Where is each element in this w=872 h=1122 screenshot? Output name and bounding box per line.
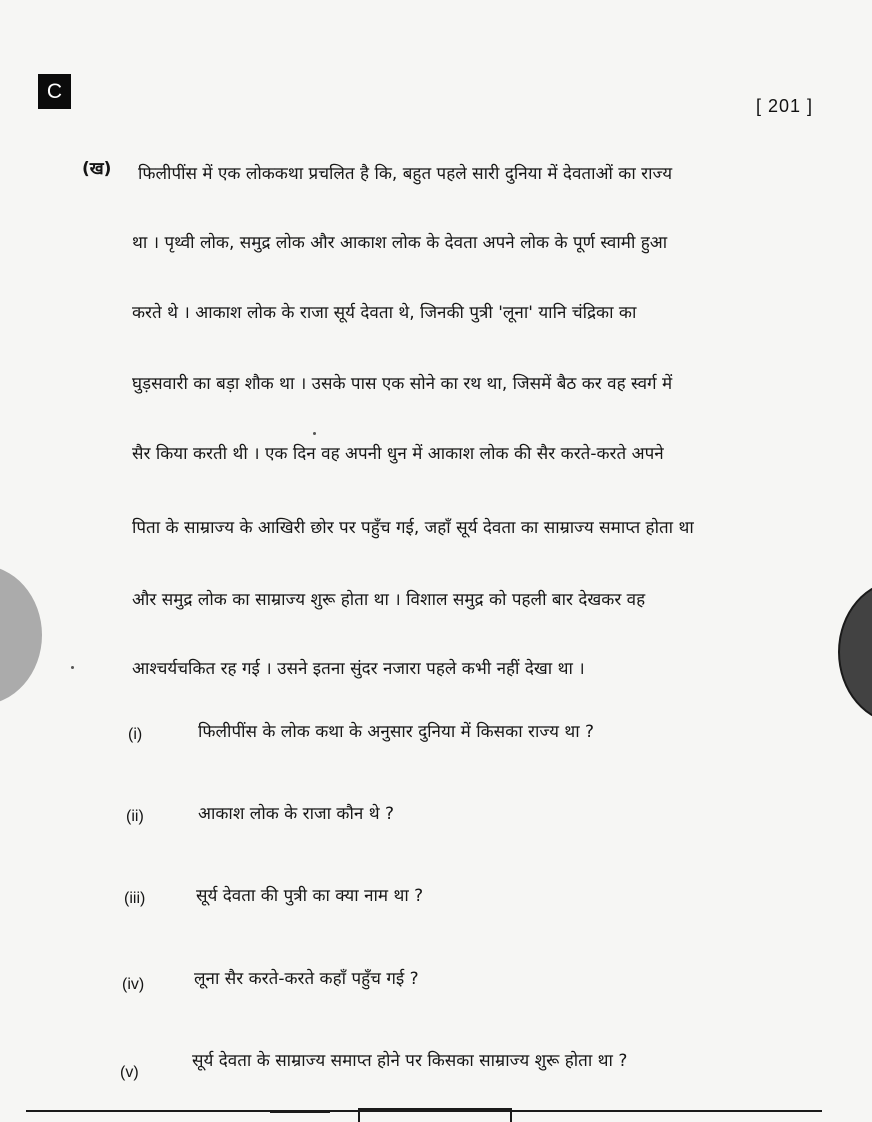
footer-dash	[270, 1111, 330, 1113]
passage-line: आश्चर्यचकित रह गई । उसने इतना सुंदर नजारा पहले कभी नहीं देखा था ।	[132, 659, 585, 679]
question-number: (iv)	[122, 976, 145, 993]
passage-line: फिलीपींस में एक लोककथा प्रचलित है कि, बहुत पहले सारी दुनिया में देवताओं का राज्य	[138, 164, 673, 184]
stray-mark	[71, 666, 74, 669]
passage-line: था । पृथ्वी लोक, समुद्र लोक और आकाश लोक के देवता अपने लोक के पूर्ण स्वामी हुआ	[132, 233, 668, 253]
passage-line: करते थे । आकाश लोक के राजा सूर्य देवता थे, जिनकी पुत्री 'लूना' यानि चंद्रिका का	[132, 303, 637, 323]
passage-line: घुड़सवारी का बड़ा शौक था । उसके पास एक सोने का रथ था, जिसमें बैठ कर वह स्वर्ग में	[132, 374, 673, 394]
section-marker: (ख)	[82, 159, 112, 179]
stray-mark	[313, 432, 316, 435]
corner-label-badge: C	[38, 74, 71, 109]
question-text: सूर्य देवता के साम्राज्य समाप्त होने पर किसका साम्राज्य शुरू होता था ?	[192, 1051, 628, 1071]
punch-hole-left	[0, 565, 42, 705]
question-number: (v)	[120, 1064, 139, 1081]
page-number: [ 201 ]	[756, 96, 814, 116]
question-text: आकाश लोक के राजा कौन थे ?	[198, 804, 395, 824]
question-number: (ii)	[126, 808, 144, 825]
question-text: लूना सैर करते-करते कहाँ पहुँच गई ?	[194, 969, 419, 989]
question-text: फिलीपींस के लोक कथा के अनुसार दुनिया में किसका राज्य था ?	[198, 722, 595, 742]
passage-line: और समुद्र लोक का साम्राज्य शुरू होता था । विशाल समुद्र को पहली बार देखकर वह	[132, 590, 646, 610]
footer-box	[358, 1108, 512, 1122]
question-text: सूर्य देवता की पुत्री का क्या नाम था ?	[196, 886, 424, 906]
question-number: (i)	[128, 726, 143, 743]
punch-hole-right	[838, 580, 872, 724]
passage-line: सैर किया करती थी । एक दिन वह अपनी धुन में आकाश लोक की सैर करते-करते अपने	[132, 444, 664, 464]
question-number: (iii)	[124, 890, 146, 907]
passage-line: पिता के साम्राज्य के आखिरी छोर पर पहुँच गई, जहाँ सूर्य देवता का साम्राज्य समाप्त होता था	[132, 518, 694, 538]
